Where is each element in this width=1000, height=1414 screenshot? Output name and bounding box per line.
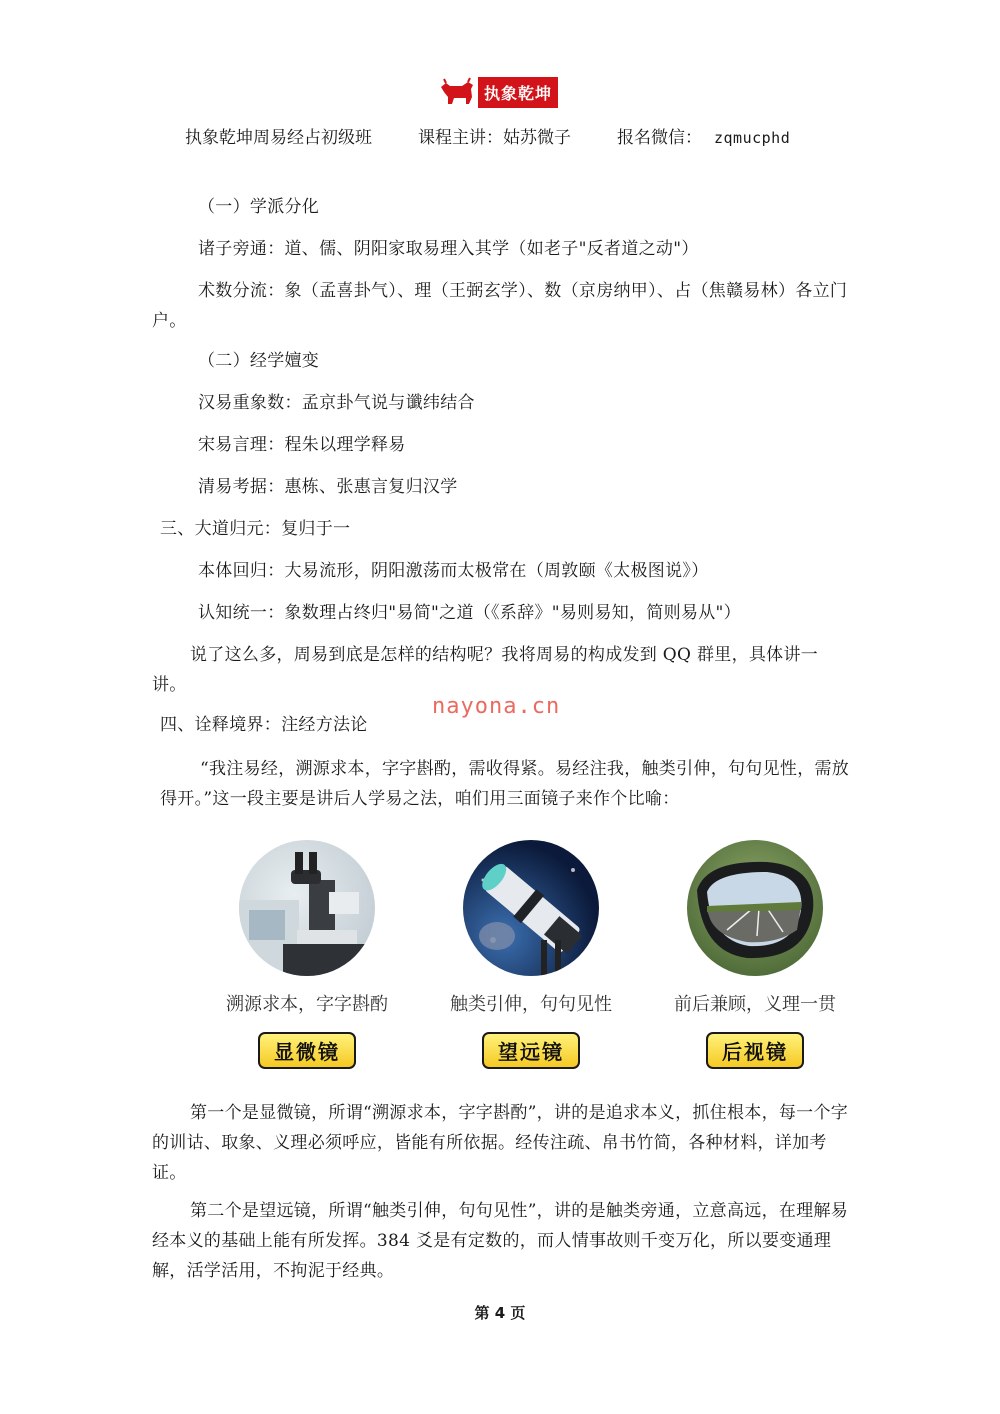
paragraph: 第二个是望远镜，所谓“触类引伸，句句见性”，讲的是触类旁通，立意高远，在理解易经本义的基础上能有所发挥。384 爻是有定数的，而人情事故则千变万化，所以要变通理解，活学活用，不拘泥于经典。 <box>152 1201 849 1281</box>
paragraph: 本体回归：大易流形，阴阳激荡而太极常在（周敦颐《太极图说》） <box>198 561 709 581</box>
microscope-figure <box>207 840 407 1069</box>
mirror-label: 显微镜 <box>258 1032 356 1069</box>
section-heading: 三、大道归元：复归于一 <box>160 519 351 539</box>
contact-label: 报名微信： <box>617 128 702 148</box>
microscope-image <box>239 840 375 976</box>
mirror-label: 后视镜 <box>706 1032 804 1069</box>
paragraph: 宋易言理：程朱以理学释易 <box>198 435 406 455</box>
document-header <box>185 123 850 147</box>
brand-logo <box>438 76 558 108</box>
microscope-icon <box>239 840 375 976</box>
paragraph: 认知统一：象数理占终归"易简"之道（《系辞》"易则易知，简则易从"） <box>198 603 741 623</box>
paragraph: 诸子旁通：道、儒、阴阳家取易理入其学（如老子"反者道之动"） <box>198 239 699 259</box>
contact-id: zqmucphd <box>714 129 791 147</box>
rearview-figure <box>655 840 855 1069</box>
bull-icon <box>438 77 476 107</box>
quote-paragraph: “我注易经，溯源求本，字字斟酌，需收得紧。易经注我，触类引伸，句句见性，需放得开。”这一段主要是讲后人学易之法，咱们用三面镜子来作个比喻： <box>160 759 850 809</box>
telescope-image <box>463 840 599 976</box>
paragraph: 第一个是显微镜，所谓“溯源求本，字字斟酌”，讲的是追求本义，抓住根本，每一个字的训诂、取象、义理必须呼应，皆能有所依据。经传注疏、帛书竹简，各种材料，详加考证。 <box>152 1103 849 1183</box>
instructor: 课程主讲：姑苏微子 <box>418 128 571 148</box>
mirror-label: 望远镜 <box>482 1032 580 1069</box>
page-number: 第 4 页 <box>474 1304 526 1322</box>
paragraph: 术数分流：象（孟喜卦气）、理（王弼玄学）、数（京房纳甲）、占（焦赣易林）各立门户。 <box>152 281 848 331</box>
class-name: 执象乾坤周易经占初级班 <box>185 128 372 148</box>
paragraph: 说了这么多，周易到底是怎样的结构呢？我将周易的构成发到 QQ 群里，具体讲一讲。 <box>152 645 819 695</box>
mirror-caption: 触类引伸，句句见性 <box>450 994 612 1015</box>
mirror-caption: 溯源求本，字字斟酌 <box>226 994 388 1015</box>
mirror-caption: 前后兼顾，义理一贯 <box>674 994 836 1015</box>
contact <box>617 123 790 147</box>
rearview-image <box>687 840 823 976</box>
section-heading: 四、诠释境界：注经方法论 <box>160 715 368 735</box>
telescope-icon <box>463 840 599 976</box>
paragraph: 清易考据：惠栋、张惠言复归汉学 <box>198 477 458 497</box>
paragraph: 汉易重象数：孟京卦气说与谶纬结合 <box>198 393 475 413</box>
section-heading: （一）学派分化 <box>198 197 320 217</box>
telescope-figure <box>431 840 631 1069</box>
rearview-mirror-icon <box>687 840 823 976</box>
logo-text: 执象乾坤 <box>478 77 558 108</box>
watermark: nayona.cn <box>432 694 561 719</box>
section-heading: （二）经学嬗变 <box>198 351 320 371</box>
